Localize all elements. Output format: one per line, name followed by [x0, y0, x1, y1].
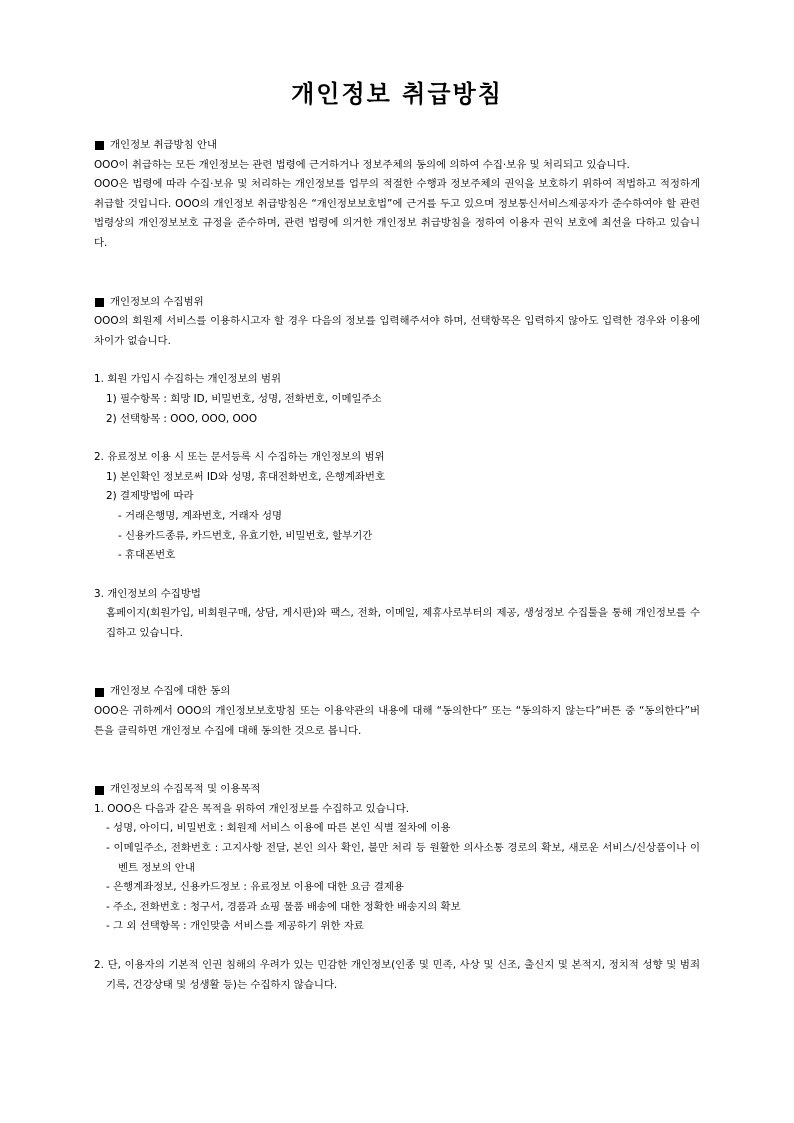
numbered-item: 1. 회원 가입시 수집하는 개인정보의 범위: [94, 373, 282, 386]
section-heading-text: 개인정보 수집에 대한 동의: [110, 685, 231, 698]
dash-item: - 성명, 아이디, 비밀번호 : 회원제 서비스 이용에 따른 본인 식별 절차에 이용: [106, 822, 451, 835]
paragraph: OOO이 취급하는 모든 개인정보는 관련 법령에 근거하거나 정보주체의 동의에 의하여 수집·보유 및 처리되고 있습니다.: [94, 158, 630, 171]
numbered-item: 2. 유료정보 이용 시 또는 문서등록 시 수집하는 개인정보의 범위: [94, 451, 385, 464]
sub-item: 2) 결제방법에 따라: [106, 490, 194, 503]
sub-item: 1) 필수항목 : 희망 ID, 비밀번호, 성명, 전화번호, 이메일주소: [106, 392, 382, 405]
paragraph: 홈페이지(회원가입, 비회원구매, 상담, 게시판)와 팩스, 전화, 이메일, 제휴사로부터의 제공, 생성정보 수집툴을 통해 개인정보를 수집하고 있습니다.: [106, 607, 700, 639]
dash-item: - 신용카드종류, 카드번호, 유효기한, 비밀번호, 할부기간: [118, 529, 373, 542]
dash-item: - 이메일주소, 전화번호 : 고지사항 전달, 본인 의사 확인, 불만 처리 등 원활한 의사소통 경로의 확보, 새로운 서비스/신상품이나 이벤트 정보의 안내: [106, 842, 700, 874]
numbered-item: 1. OOO은 다음과 같은 목적을 위하여 개인정보를 수집하고 있습니다.: [94, 802, 410, 815]
section-heading-text: 개인정보의 수집목적 및 이용목적: [110, 783, 261, 796]
square-bullet-icon: [95, 141, 104, 150]
numbered-item: 2. 단, 이용자의 기본적 인권 침해의 우려가 있는 민감한 개인정보(인종 및 민족, 사상 및 신조, 출신지 및 본적지, 정치적 성향 및 범죄기록, 건강상태 및 성생활 등)는 수집하지 않습니다.: [94, 959, 700, 991]
section-heading-purpose: [94, 780, 700, 800]
square-bullet-icon: [95, 786, 104, 795]
section-heading-text: 개인정보의 수집범위: [110, 295, 204, 308]
square-bullet-icon: [95, 688, 104, 697]
paragraph: OOO의 회원제 서비스를 이용하시고자 할 경우 다음의 정보를 입력해주셔야 하며, 선택항목은 입력하지 않아도 입력한 경우와 이용에 차이가 없습니다.: [94, 315, 700, 347]
paragraph: OOO은 법령에 따라 수집·보유 및 처리하는 개인정보를 업무의 적절한 수행과 정보주체의 권익을 보호하기 위하여 적법하고 적정하게 취급할 것입니다. OOO의 개인정보 취급방침은 “개인정보보호법”에 근거를 두고 있으며 정보통신서비스제공자가 준수하여야 할 관련 법령상의 개인정보보호 규정을 준수하며, 관련 법령에 의거한 개인정보 취급방침을 정하여 이용자 권익 보호에 최선을 다하고 있습니다.: [94, 178, 700, 249]
dash-item: - 주소, 전화번호 : 청구서, 경품과 쇼핑 물품 배송에 대한 정확한 배송지의 확보: [106, 900, 461, 913]
square-bullet-icon: [95, 298, 104, 307]
section-heading-consent: [94, 682, 700, 702]
section-heading-guide: [94, 136, 700, 156]
paragraph: OOO은 귀하께서 OOO의 개인정보보호방침 또는 이용약관의 내용에 대해 “동의한다” 또는 “동의하지 않는다”버튼 중 “동의한다”버튼을 클릭하면 개인정보 수집에 대해 동의한 것으로 봅니다.: [94, 705, 700, 737]
sub-item: 1) 본인확인 정보로써 ID와 성명, 휴대전화번호, 은행계좌번호: [106, 470, 386, 483]
section-heading-collection-scope: [94, 293, 700, 313]
numbered-item: 3. 개인정보의 수집방법: [94, 587, 201, 600]
document-body: [94, 136, 700, 995]
dash-item: - 휴대폰번호: [118, 549, 176, 562]
section-heading-text: 개인정보 취급방침 안내: [110, 139, 217, 151]
dash-item: - 거래은행명, 계좌번호, 거래자 성명: [118, 509, 283, 522]
document-title: 개인정보 취급방침: [291, 80, 503, 108]
dash-item: - 은행계좌정보, 신용카드정보 : 유료정보 이용에 대한 요금 결제용: [106, 881, 404, 894]
sub-item: 2) 선택항목 : OOO, OOO, OOO: [106, 412, 258, 425]
dash-item: - 그 외 선택항목 : 개인맞춤 서비스를 제공하기 위한 자료: [106, 920, 364, 933]
